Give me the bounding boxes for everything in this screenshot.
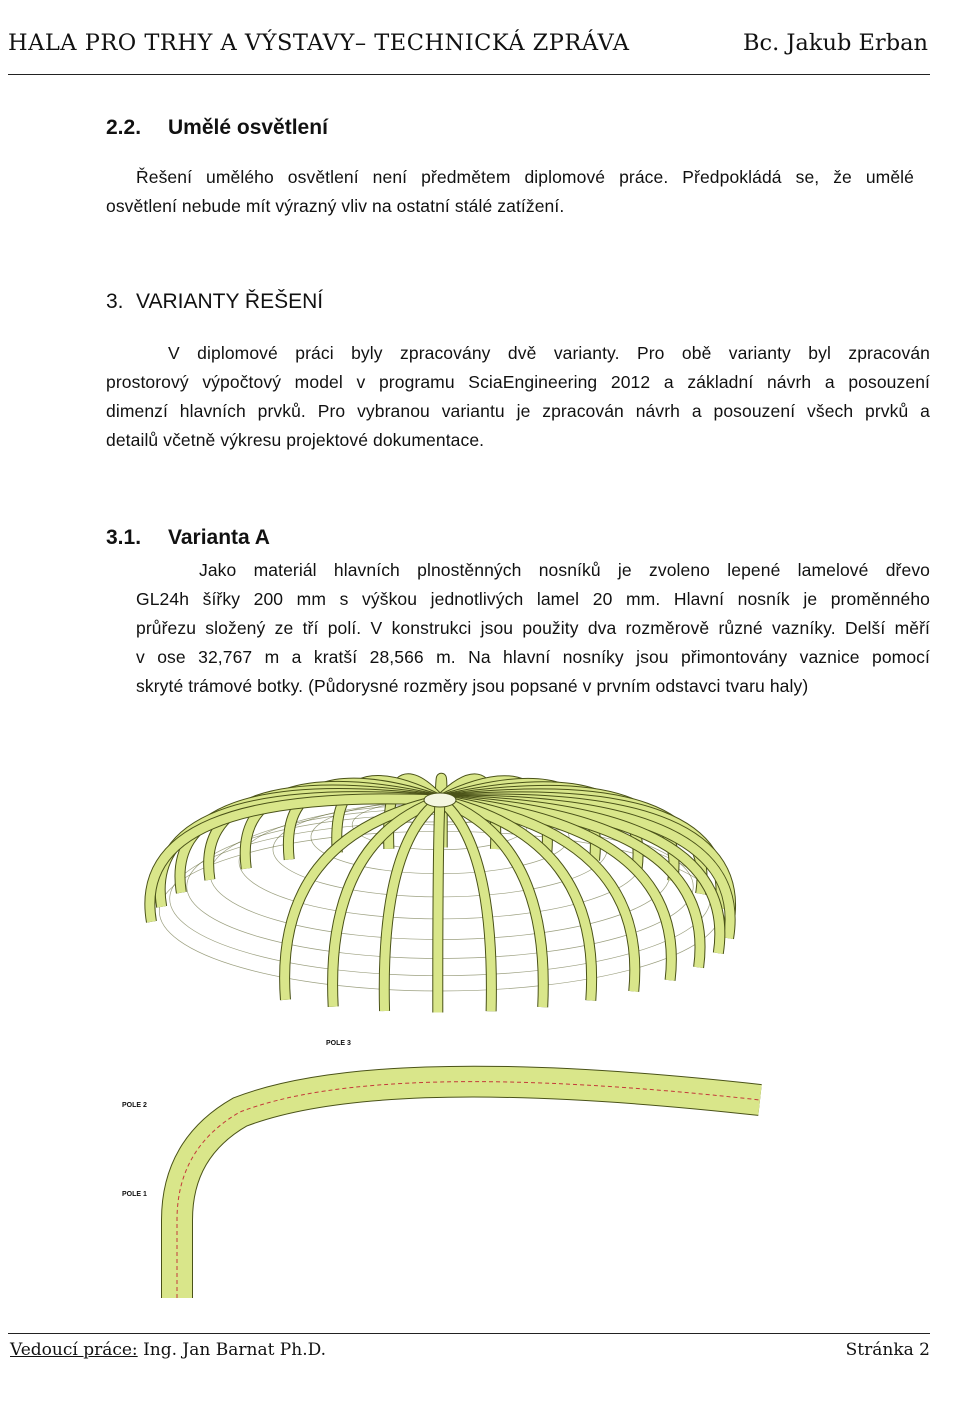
footer-divider [8, 1333, 930, 1334]
paragraph-umele-osvetleni [106, 163, 914, 221]
section-heading-2-2 [106, 116, 328, 140]
text-line: GL24h šířky 200 mm s výškou jednotlivých lamel 20 mm. Hlavní nosník je proměnného [136, 589, 930, 609]
text-line: průřezu složený ze tří polí. V konstrukci jsou použity dva rozměrově různé vazníky. Delší měří [136, 618, 930, 638]
page-header-author: Bc. Jakub Erban [742, 30, 928, 56]
header-divider [8, 74, 930, 75]
section-title: VARIANTY ŘEŠENÍ [136, 290, 324, 313]
main-rib [438, 800, 440, 1012]
text-line: prostorový výpočtový model v programu SciaEngineering 2012 a základní návrh a posouzení [106, 372, 930, 392]
beam-body [177, 1082, 760, 1298]
main-beam-elevation-figure [110, 1030, 870, 1300]
text-line: Řešení umělého osvětlení není předmětem diplomové práce. Předpokládá se, že umělé [136, 167, 914, 187]
section-number: 2.2. [106, 116, 142, 139]
label-pole-3: POLE 3 [326, 1040, 351, 1047]
section-number: 3. [106, 290, 124, 313]
section-title: Varianta A [168, 526, 270, 549]
text-line: v ose 32,767 m a kratší 28,566 m. Na hlavní nosníky jsou přimontovány vaznice pomocí [136, 647, 930, 667]
text-line: osvětlení nebude mít výrazný vliv na ostatní stálé zatížení. [106, 196, 565, 216]
text-line: V diplomové práci byly zpracovány dvě varianty. Pro obě varianty byl zpracován [168, 343, 930, 363]
page-number: 2 [919, 1340, 930, 1360]
section-title: Umělé osvětlení [168, 116, 328, 139]
section-heading-3-1 [106, 526, 270, 550]
text-line: detailů včetně výkresu projektové dokumentace. [106, 430, 485, 450]
section-heading-3 [106, 290, 323, 314]
footer-page-number [846, 1340, 930, 1360]
text-line: dimenzí hlavních prvků. Pro vybranou variantu je zpracován návrh a posouzení všech prvků a [106, 401, 930, 421]
page-header-title: HALA PRO TRHY A VÝSTAVY– TECHNICKÁ ZPRÁVA [8, 30, 630, 56]
paragraph-varianta-a [136, 556, 930, 701]
label-pole-2: POLE 2 [122, 1102, 147, 1109]
supervisor-name: Ing. Jan Barnat Ph.D. [143, 1340, 327, 1360]
text-line: Jako materiál hlavních plnostěnných nosníků je zvoleno lepené lamelové dřevo [199, 560, 930, 580]
text-line: skryté trámové botky. (Půdorysné rozměry jsou popsané v prvním odstavci tvaru haly) [136, 676, 809, 696]
section-number: 3.1. [106, 526, 142, 549]
paragraph-varianty [106, 339, 930, 455]
label-pole-1: POLE 1 [122, 1191, 147, 1198]
supervisor-label: Vedoucí práce: [10, 1340, 138, 1360]
page-label: Stránka [845, 1340, 914, 1360]
dome-3d-model-figure [100, 720, 860, 1020]
dome-structure [150, 778, 731, 1012]
footer-supervisor [10, 1340, 326, 1360]
crown-ring [424, 793, 456, 807]
